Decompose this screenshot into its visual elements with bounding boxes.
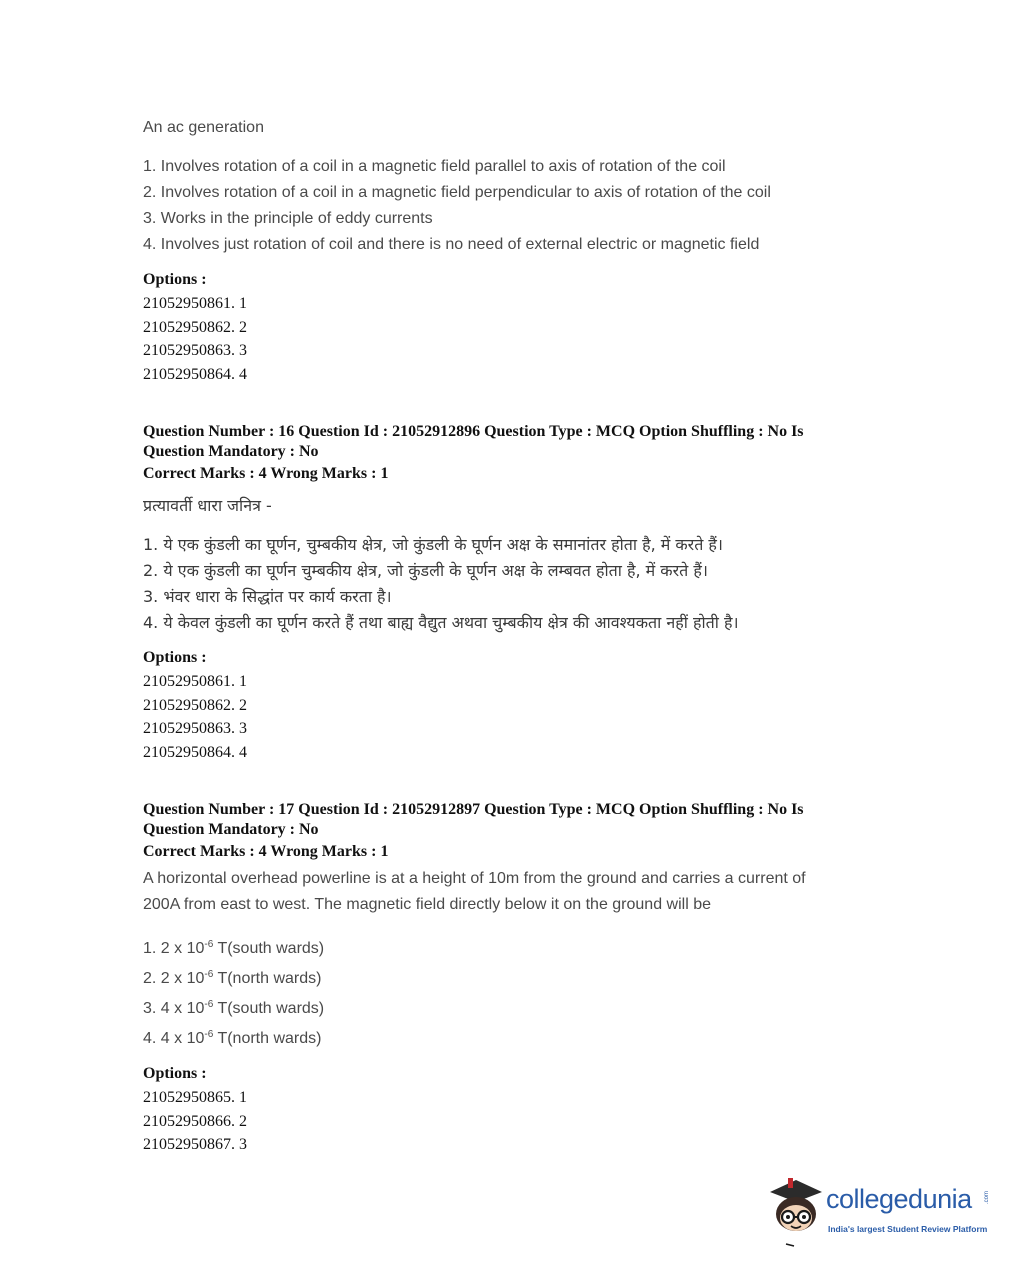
choice-exponent: -6 [204,1029,214,1040]
choice-text: 4. 4 x 10 [143,1030,205,1047]
choice-text: T(north wards) [213,970,322,987]
collegedunia-logo [766,1176,996,1246]
option-line: 21052950864. 4 [143,743,247,761]
choice-item [143,992,883,1022]
option-line: 21052950862. 2 [143,318,247,336]
question-header-line: Question Mandatory : No [143,821,319,838]
option-line: 21052950865. 1 [143,1089,247,1106]
choice-item: 2. Involves rotation of a coil in a magnetic field perpendicular to axis of rotation of the coil [143,184,771,201]
choice-item: 4. ये केवल कुंडली का घूर्णन करते हैं तथा बाह्य वैद्युत अथवा चुम्बकीय क्षेत्र की आवश्यकता नहीं होती है। [143,613,739,632]
question-intro: An ac generation [143,119,264,136]
options-title: Options : [143,1065,207,1082]
choice-text: T(south wards) [213,940,325,957]
question-header-line: Question Mandatory : No [143,443,319,460]
question-16-block [143,422,883,764]
choice-item: 4. Involves just rotation of coil and there is no need of external electric or magnetic field [143,236,760,253]
question-15-block [143,116,883,386]
choice-exponent: -6 [204,999,214,1010]
question-paper-page [143,112,883,1157]
choice-text: 2. 2 x 10 [143,970,205,987]
logo-tld: .com [984,1190,990,1204]
question-17-block [143,800,883,1157]
mascot-icon [766,1176,826,1248]
marks-line: Correct Marks : 4 Wrong Marks : 1 [143,843,389,860]
choice-item: 3. Works in the principle of eddy currents [143,210,433,227]
logo-wordmark: collegedunia [826,1184,972,1214]
logo-tagline: India's largest Student Review Platform [828,1224,988,1234]
question-header [143,800,883,840]
choice-text: T(south wards) [213,1000,325,1017]
option-line: 21052950864. 4 [143,365,247,383]
option-line: 21052950862. 2 [143,696,247,714]
question-header [143,422,883,462]
question-paragraph [143,866,883,918]
option-line: 21052950867. 3 [143,1136,247,1153]
option-line: 21052950863. 3 [143,720,247,737]
choice-text: 1. 2 x 10 [143,940,205,957]
question-header-line: Question Number : 16 Question Id : 21052912896 Question Type : MCQ Option Shuffling : No Is [143,423,804,440]
paragraph-line: 200A from east to west. The magnetic field directly below it on the ground will be [143,896,712,913]
choice-list [143,532,883,636]
choice-list [143,932,883,1052]
options-title: Options : [143,649,207,666]
question-header-line: Question Number : 17 Question Id : 21052912897 Question Type : MCQ Option Shuffling : No Is [143,801,804,818]
choice-item: 1. ये एक कुंडली का घूर्णन, चुम्बकीय क्षेत्र, जो कुंडली के घूर्णन अक्ष के समानांतर होता है, में करते हैं। [143,535,723,554]
paragraph-line: A horizontal overhead powerline is at a height of 10m from the ground and carries a current of [143,870,806,887]
option-line: 21052950866. 2 [143,1112,247,1130]
option-line: 21052950861. 1 [143,295,247,312]
choice-item: 2. ये एक कुंडली का घूर्णन चुम्बकीय क्षेत्र, जो कुंडली के घूर्णन अक्ष के लम्बवत होता है, में करते हैं। [143,561,708,580]
choice-exponent: -6 [204,969,214,980]
question-intro: प्रत्यावर्ती धारा जनित्र - [143,496,272,515]
choice-list [143,154,883,258]
option-line: 21052950861. 1 [143,673,247,690]
option-line: 21052950863. 3 [143,342,247,359]
choice-exponent: -6 [204,939,214,950]
choice-text: 3. 4 x 10 [143,1000,205,1017]
options-title: Options : [143,271,207,288]
choice-item: 1. Involves rotation of a coil in a magnetic field parallel to axis of rotation of the coil [143,158,726,175]
choice-item: 3. भंवर धारा के सिद्धांत पर कार्य करता है। [143,587,392,606]
marks-line: Correct Marks : 4 Wrong Marks : 1 [143,465,389,482]
choice-item [143,1022,883,1052]
choice-text: T(north wards) [213,1030,322,1047]
choice-item [143,962,883,992]
choice-item [143,932,883,962]
